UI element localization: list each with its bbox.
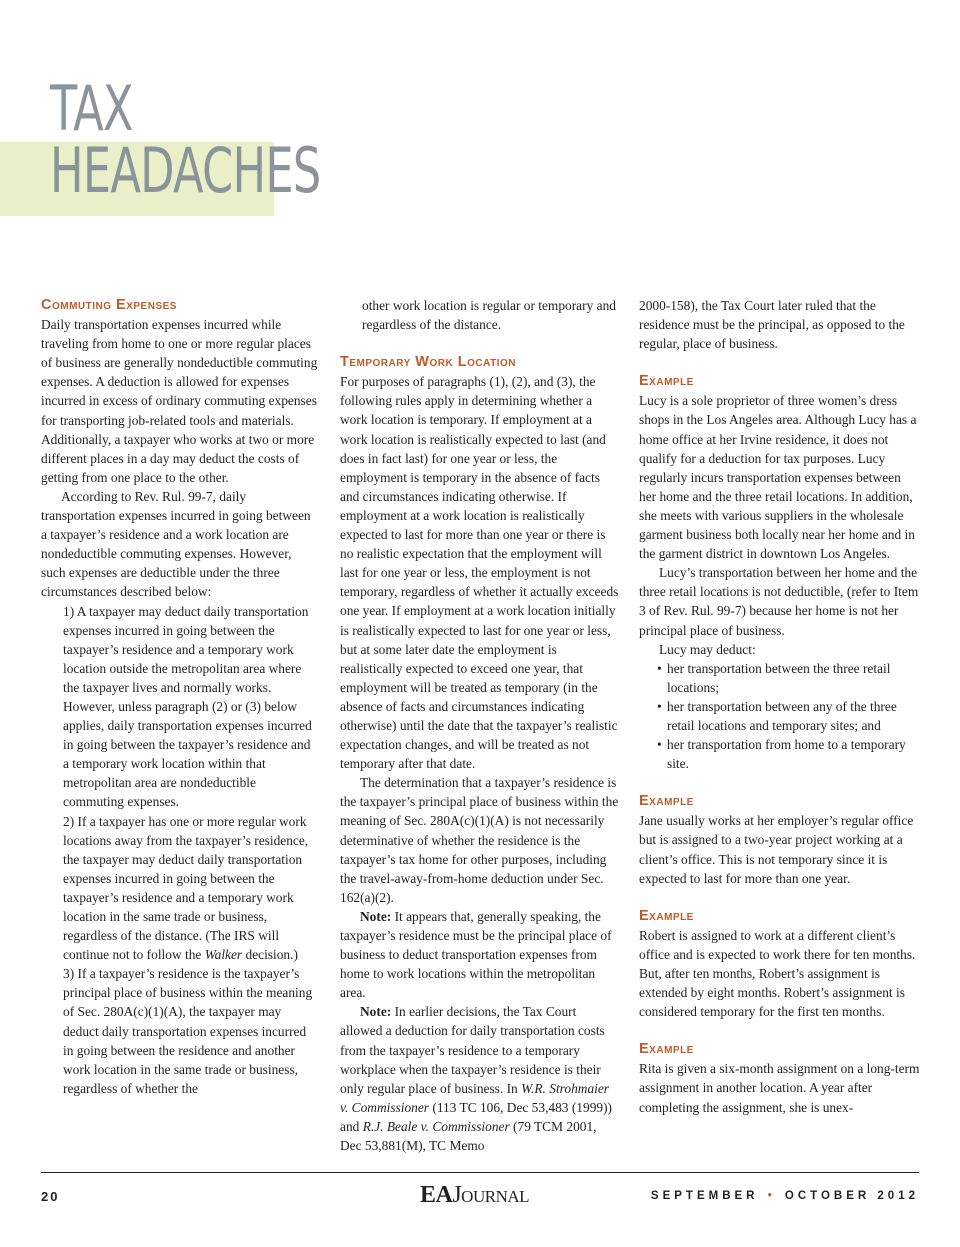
note-label: Note: xyxy=(360,1004,392,1020)
page-number: 20 xyxy=(41,1189,60,1204)
list-item: • her transportation between the three retail locations; xyxy=(657,659,920,697)
publication-logo xyxy=(420,1182,529,1209)
issue-date xyxy=(651,1190,919,1202)
masthead-line-2: HEADACHES xyxy=(50,134,321,207)
note-paragraph xyxy=(340,1002,620,1155)
text-run: 2) If a taxpayer has one or more regular work locations away from the taxpayer’s residence, the taxpayer may deduct daily transportation expenses incurred in going between the taxpayer’s residence and a temporary work location in the same trade or business, regardless of the distance. (The IRS will continue not to follow the xyxy=(63,813,309,963)
issue-month-2: OCTOBER 2012 xyxy=(784,1190,919,1202)
bullet-list xyxy=(639,659,920,774)
masthead-title xyxy=(50,72,321,207)
section-heading-temporary-work-location: Temporary Work Location xyxy=(340,354,516,371)
paragraph: The determination that a taxpayer’s residence is the taxpayer’s principal place of business within the meaning of Sec. 280A(c)(1)(A) is not necessarily determinative of whether the residence is the taxpayer’s tax home for other purposes, including the travel-away-from-home deduction under Sec. 162(a)(2). xyxy=(340,775,619,905)
paragraph: Lucy may deduct: xyxy=(659,641,756,657)
footer-rule xyxy=(41,1172,919,1173)
paragraph: For purposes of paragraphs (1), (2), and (3), the following rules apply in determining whether a work location is temporary. If employment at a work location is realistically expected to last (and does in fact last) for one year or less, the employment is temporary in the absence of facts and circumstances indicating otherwise. If employment at a work location is realistically expected to last for more than one year or there is no realistic expectation that the employment will last for one year or less, the employment is not temporary, regardless of whether it actually exceeds one year. If employment at a work location initially is realistically expected to last for one year or less, but at some later date the employment is realistically expected to exceed one year, that employment will be treated as temporary (in the absence of facts and circumstances indicating otherwise) until the date that the taxpayer’s realistic expectation changes, and will be treated as not temporary after that date. xyxy=(340,374,619,772)
list-item: • her transportation between any of the three retail locations and temporary sites; and xyxy=(657,697,920,735)
paragraph-item-3: 3) If a taxpayer’s residence is the taxpayer’s principal place of business within the meaning of Sec. 280A(c)(1)(A), the taxpayer may deduct daily transportation expenses incurred in going between the residence and another work location in the same trade or business, regardless of whether the xyxy=(63,966,313,1096)
example-heading: Example xyxy=(639,373,694,390)
note-paragraph xyxy=(340,907,620,1002)
list-item: • her transportation from home to a temporary site. xyxy=(657,735,920,773)
paragraph-continued: other work location is regular or temporary and regardless of the distance. xyxy=(362,298,616,333)
masthead-line-1: TAX xyxy=(50,72,133,145)
text-run: (79 TCM 2001, Dec 53,881(M), TC Memo xyxy=(340,1118,597,1154)
example-heading: Example xyxy=(639,907,694,924)
case-name: R.J. Beale v. Commissioner xyxy=(362,1118,510,1134)
issue-separator: • xyxy=(767,1190,776,1202)
note-label: Note: xyxy=(360,908,392,924)
case-name: W.R. Strohmaier v. Commissioner xyxy=(340,1080,610,1115)
column-2 xyxy=(340,296,620,1155)
logo-ea: EA xyxy=(420,1182,453,1208)
paragraph: Rita is given a six-month assignment on a long-term assignment in another location. A year after completing the assignment, she is unex- xyxy=(639,1061,920,1115)
paragraph-continued: 2000-158), the Tax Court later ruled that the residence must be the principal, as opposed to the regular, place of business. xyxy=(639,298,905,352)
paragraph: Robert is assigned to work at a different client’s office and is expected to work there for ten months. But, after ten months, Robert’s assignment is extended by eight months. Robert’s assignment is considered temporary for the first ten months. xyxy=(639,927,916,1020)
paragraph: Lucy’s transportation between her home and the three retail locations is not deductible, (refer to Item 3 of Rev. Rul. 99-7) because her home is not her principal place of business. xyxy=(639,565,919,638)
text-run: decision.) xyxy=(242,947,298,963)
logo-journal: Journal xyxy=(452,1182,530,1208)
text-run: In earlier decisions, the Tax Court allowed a deduction for daily transportation costs from the taxpayer’s residence to a temporary workplace when the taxpayer’s residence is their only regular place of business. In xyxy=(340,1004,605,1096)
column-3 xyxy=(639,296,920,1117)
paragraph: Daily transportation expenses incurred while traveling from home to one or more regular places of business are generally nondeductible commuting expenses. A deduction is allowed for expenses incurred in excess of ordinary commuting expenses for transporting job-related tools and materials. Additionally, a taxpayer who works at two or more different places in a day may deduct the costs of getting from one place to the other. xyxy=(41,317,318,485)
column-1 xyxy=(41,296,319,1098)
paragraph: According to Rev. Rul. 99-7, daily transportation expenses incurred in going between a taxpayer’s residence and a work location are nondeductible commuting expenses. However, such expenses are deductible under the three circumstances described below: xyxy=(41,488,311,600)
example-heading: Example xyxy=(639,1041,694,1058)
paragraph: Jane usually works at her employer’s regular office but is assigned to a two-year project working at a client’s office. This is not temporary since it is expected to last for more than one year. xyxy=(639,813,914,886)
paragraph-item-1: 1) A taxpayer may deduct daily transportation expenses incurred in going between the taxpayer’s residence and a temporary work location outside the metropolitan area where the taxpayer lives and normally works. However, unless paragraph (2) or (3) below applies, daily transportation expenses incurred in going between the taxpayer’s residence and a temporary work location within that metropolitan area are nondeductible commuting expenses. xyxy=(63,603,312,810)
paragraph: Lucy is a sole proprietor of three women’s dress shops in the Los Angeles area. Although Lucy has a home office at her Irvine residence, it does not qualify for a deduction for tax purposes. Lucy regularly incurs transportation expenses between her home and the three retail locations. In addition, she meets with various suppliers in the wholesale garment business both locally near her home and in the garment district in downtown Los Angeles. xyxy=(639,393,917,562)
text-run: It appears that, generally speaking, the taxpayer’s residence must be the principal place of business to deduct transportation expenses from home to work locations within the metropolitan area. xyxy=(340,908,612,1001)
issue-month-1: SEPTEMBER xyxy=(650,1190,759,1202)
text-run: (113 TC 106, Dec 53,483 (1999)) and xyxy=(340,1099,613,1134)
paragraph-item-2 xyxy=(41,812,319,965)
section-heading-commuting-expenses: Commuting Expenses xyxy=(41,297,177,313)
example-heading: Example xyxy=(639,793,694,810)
case-name: Walker xyxy=(204,947,243,963)
